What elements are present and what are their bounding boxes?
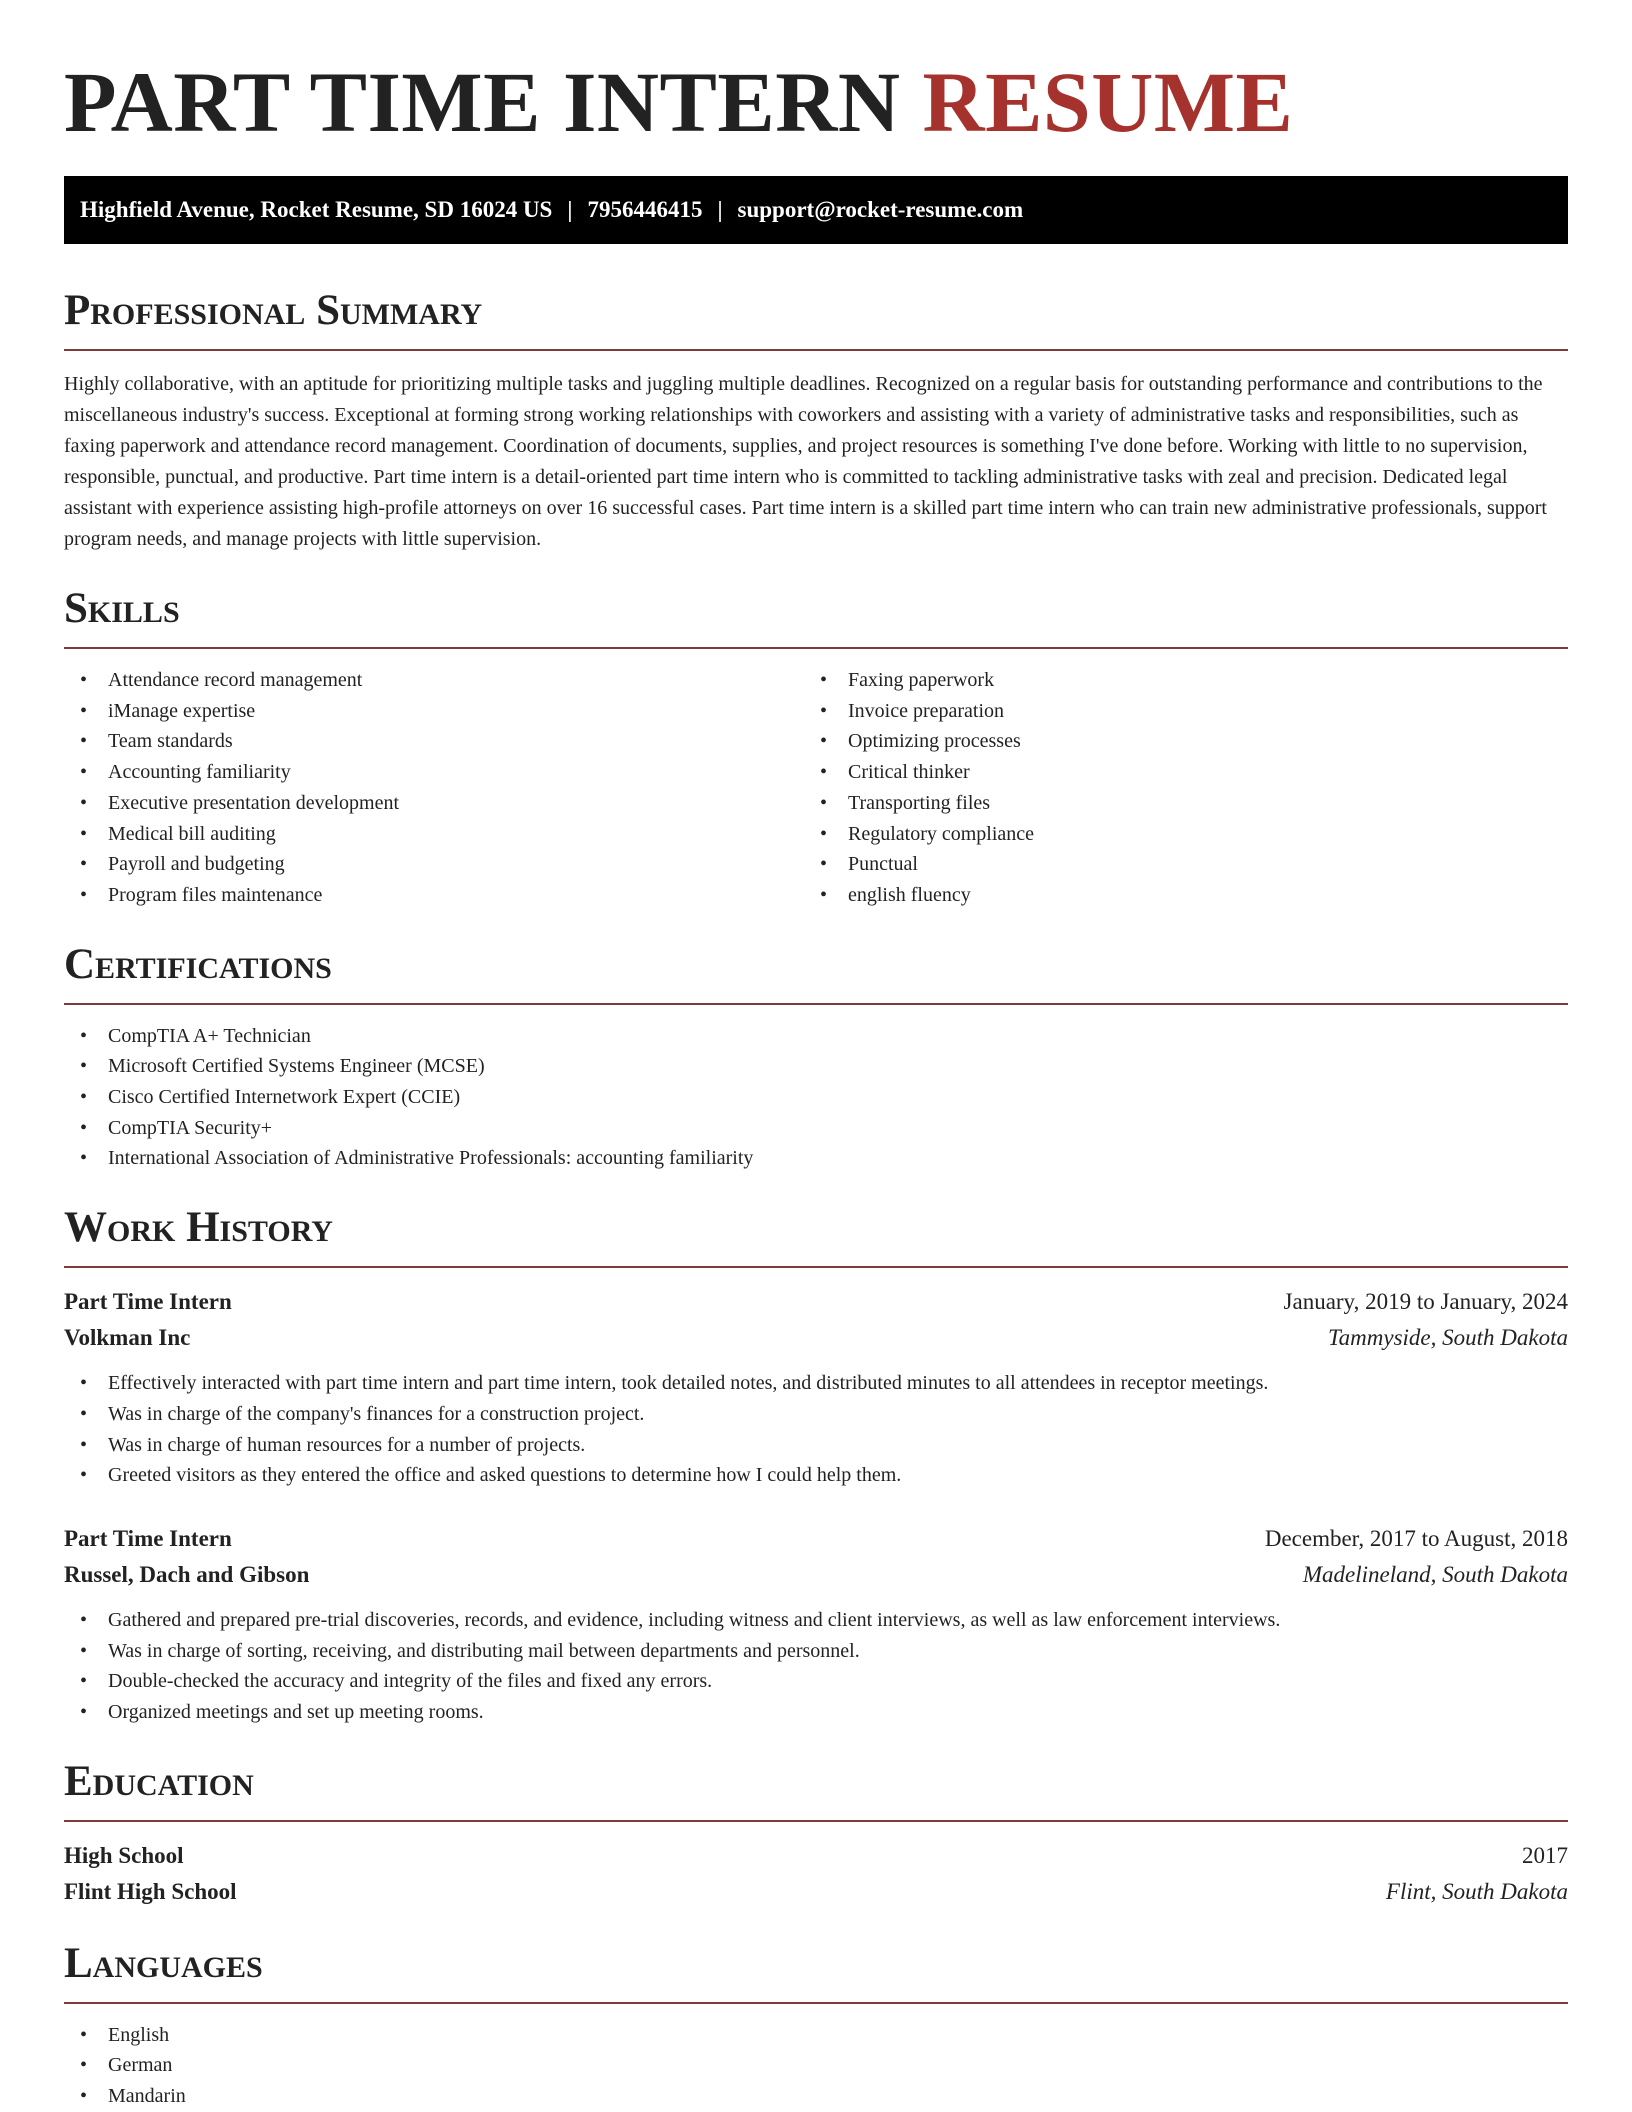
skill-item: • Team standards [64,726,804,757]
job-duties-list [64,1368,1568,1491]
education-year: 2017 [1522,1842,1568,1868]
job-duty-item: • Effectively interacted with part time intern and part time intern, took detailed notes, and distributed minutes to all attendees in receptor meetings. [64,1368,1568,1399]
skill-item: • Medical bill auditing [64,819,804,850]
job-duty-item: • Organized meetings and set up meeting rooms. [64,1697,1568,1728]
skills-columns [64,649,1568,911]
language-item: • German [64,2050,1568,2081]
skill-item: • Program files maintenance [64,880,804,911]
language-item: • English [64,2020,1568,2051]
job-header-row [64,1284,1568,1320]
job-company: Russel, Dach and Gibson [64,1561,310,1587]
work-history-section [64,1204,1568,1728]
job-dates: December, 2017 to August, 2018 [1264,1525,1568,1551]
contact-address: Highfield Avenue, Rocket Resume, SD 16024 US [80,197,553,222]
resume-page [64,0,1568,2112]
skill-item: • Accounting familiarity [64,757,804,788]
contact-email[interactable]: support@rocket-resume.com [737,197,1024,222]
skill-item: • Transporting files [804,788,1544,819]
certification-item: • Microsoft Certified Systems Engineer (MCSE) [64,1051,1568,1082]
certifications-heading: Certifications [64,940,332,988]
job-duty-item: • Double-checked the accuracy and integrity of the files and fixed any errors. [64,1666,1568,1697]
job-title: Part Time Intern [64,1289,232,1315]
job-duty-item: • Gathered and prepared pre-trial discoveries, records, and evidence, including witness and client interviews, as well as law enforcement interviews. [64,1605,1568,1636]
title-accent: RESUME [922,54,1294,150]
skill-item: • Punctual [804,849,1544,880]
job-location: Madelineland, South Dakota [1302,1561,1568,1587]
summary-section [64,287,1568,555]
resume-title [64,0,1568,152]
certifications-list [64,1021,1568,1175]
education-location: Flint, South Dakota [1385,1878,1568,1904]
education-degree-row [64,1838,1568,1874]
education-school-row [64,1874,1568,1910]
skill-item: • Faxing paperwork [804,665,1544,696]
title-main: PART TIME INTERN [64,54,901,150]
skills-list-right [804,665,1544,911]
skills-list-left [64,665,804,911]
languages-list [64,2020,1568,2112]
job-entry [64,1284,1568,1491]
education-section [64,1758,1568,1910]
skill-item: • Regulatory compliance [804,819,1544,850]
section-divider [64,1003,1568,1005]
language-item: • Mandarin [64,2081,1568,2112]
contact-separator: | [567,197,573,222]
languages-section [64,1940,1568,2112]
job-duty-item: • Was in charge of human resources for a number of projects. [64,1430,1568,1461]
section-divider [64,2002,1568,2004]
job-company: Volkman Inc [64,1325,191,1351]
contact-phone[interactable]: 7956446415 [587,197,703,222]
certification-item: • CompTIA Security+ [64,1113,1568,1144]
contact-separator: | [717,197,723,222]
skills-section [64,585,1568,911]
job-dates: January, 2019 to January, 2024 [1283,1289,1568,1315]
section-divider [64,1820,1568,1822]
education-heading: Education [64,1757,254,1805]
job-title: Part Time Intern [64,1525,232,1551]
section-divider [64,349,1568,351]
skills-heading: Skills [64,585,180,632]
skill-item: • english fluency [804,880,1544,911]
job-duty-item: • Was in charge of the company's finances for a construction project. [64,1399,1568,1430]
job-company-row [64,1557,1568,1593]
job-company-row [64,1320,1568,1356]
skill-item: • Optimizing processes [804,726,1544,757]
certification-item: • CompTIA A+ Technician [64,1021,1568,1052]
skill-item: • Attendance record management [64,665,804,696]
skill-item: • Invoice preparation [804,696,1544,727]
skill-item: • Critical thinker [804,757,1544,788]
job-location: Tammyside, South Dakota [1327,1325,1568,1351]
job-header-row [64,1521,1568,1557]
education-entry [64,1838,1568,1910]
contact-bar [64,176,1568,244]
summary-text: Highly collaborative, with an aptitude for prioritizing multiple tasks and juggling multiple deadlines. Recognized on a regular basis for outstanding performance and contributions to the miscellaneous industry's success. Exceptional at forming strong working relationships with coworkers and assisting with a variety of administrative tasks and responsibilities, such as faxing paperwork and attendance record management. Coordination of documents, supplies, and project resources is something I've done before. Working with little to no supervision, responsible, punctual, and productive. Part time intern is a detail-oriented part time intern who is committed to tackling administrative tasks with zeal and precision. Dedicated legal assistant with experience assisting high-profile attorneys on over 16 successful cases. Part time intern is a skilled part time intern who can train new administrative professionals, support program needs, and manage projects with little supervision. [64,373,1547,550]
certification-item: • Cisco Certified Internetwork Expert (CCIE) [64,1082,1568,1113]
skill-item: • Payroll and budgeting [64,849,804,880]
summary-heading: Professional Summary [64,287,483,334]
work-history-heading: Work History [64,1204,333,1252]
job-duty-item: • Greeted visitors as they entered the office and asked questions to determine how I could help them. [64,1460,1568,1491]
education-degree: High School [64,1842,184,1868]
education-school: Flint High School [64,1878,237,1904]
job-duties-list [64,1605,1568,1728]
skill-item: • iManage expertise [64,696,804,727]
job-entry [64,1521,1568,1728]
job-duty-item: • Was in charge of sorting, receiving, and distributing mail between departments and personnel. [64,1636,1568,1667]
skill-item: • Executive presentation development [64,788,804,819]
languages-heading: Languages [64,1939,263,1987]
certifications-section [64,941,1568,1175]
certification-item: • International Association of Administrative Professionals: accounting familiarity [64,1143,1568,1174]
section-divider [64,1266,1568,1268]
